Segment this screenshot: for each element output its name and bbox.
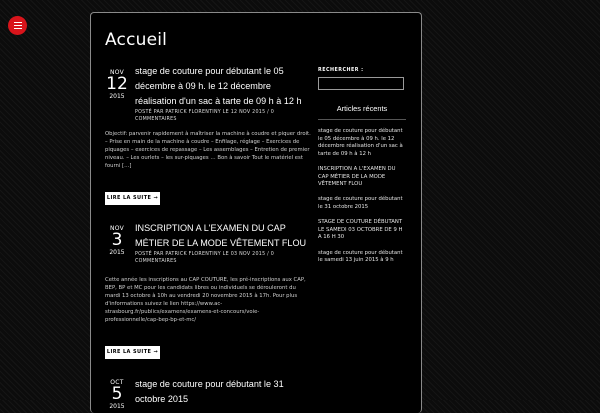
post-date-day: 5	[111, 384, 123, 404]
menu-button[interactable]	[8, 16, 27, 35]
page-title: Accueil	[105, 30, 168, 50]
recent-post-link[interactable]: stage de couture pour débutant le 31 octobre 2015	[318, 196, 403, 210]
post-date	[103, 379, 131, 410]
post-date-day: 12	[106, 74, 128, 94]
recent-posts-list	[318, 128, 406, 265]
post-excerpt: Cette année les inscriptions au CAP COUTURE, les pré-inscriptions aux CAP, BEP, BP et MC pour les candidats libres ou individuels se dérouleront du mardi 13 octobre à 10h au vendredi 20 novembre 2015 à 17h. Pour plus d'informations suivez le lien https://www.ac-strasbourg.fr/publics/examens/examens-et-concours/voie-professionnelle/cap-bep-bp-et-mc/	[105, 277, 306, 323]
sidebar	[318, 68, 406, 272]
search-label: RECHERCHER :	[318, 68, 364, 73]
post-meta: POSTÉ PAR PATRICK FLORENTINY LE 03 NOV 2015 / 0 COMMENTAIRES	[135, 252, 275, 264]
recent-post-link[interactable]: stage de couture pour débutant le samedi 13 juin 2015 à 9 h	[318, 249, 403, 264]
post-date-year: 2015	[109, 403, 125, 410]
post-date-year: 2015	[109, 93, 125, 100]
read-more-button[interactable]: LIRE LA SUITE →	[105, 346, 160, 359]
post-date-month: OCT	[110, 379, 124, 386]
post-date-month: NOV	[109, 225, 125, 232]
post-excerpt: Objectif: parvenir rapidement à maîtriser la machine à coudre et piquer droit. – Prise en main de la machine à coudre – Enfilage, réglage – Exercices de piquages – exercices de repassage – Les assemblages – Entretien de premier niveau. – Les ourlets – les sur-piquages … Bon à savoir Tout le matériel est fourni […]	[105, 131, 311, 169]
search-input[interactable]	[318, 77, 404, 90]
post-date	[103, 225, 131, 256]
post-date-day: 3	[111, 230, 123, 250]
post-date	[103, 69, 131, 100]
recent-posts-title: Articles récents	[336, 104, 388, 113]
hamburger-icon	[14, 22, 22, 23]
read-more-button[interactable]: LIRE LA SUITE →	[105, 192, 160, 205]
recent-post-link[interactable]: STAGE DE COUTURE DÉBUTANT LE SAMEDI 03 OCTOBRE DE 9 H A 16 H 30	[318, 219, 403, 241]
post-meta: POSTÉ PAR PATRICK FLORENTINY LE 12 NOV 2015 / 0 COMMENTAIRES	[135, 110, 275, 122]
divider	[318, 119, 406, 120]
recent-post-link[interactable]: INSCRIPTION A L'EXAMEN DU CAP MÉTIER DE LA MODE VÊTEMENT FLOU	[318, 165, 396, 188]
post-title[interactable]: stage de couture pour débutant le 05 décembre à 09 h. le 12 décembre réalisation d'un sac à tarte de 09 h à 12 h	[135, 66, 302, 106]
post-title[interactable]: INSCRIPTION A L'EXAMEN DU CAP MÉTIER DE LA MODE VÊTEMENT FLOU	[135, 223, 307, 248]
post-date-month: NOV	[109, 69, 125, 76]
post-date-year: 2015	[109, 249, 125, 256]
post-title[interactable]: stage de couture pour débutant le 31 octobre 2015	[135, 379, 284, 404]
recent-post-link[interactable]: stage de couture pour débutant le 05 décembre à 09 h. le 12 décembre réalisation d'un sac à tarte de 09 h à 12 h	[318, 128, 403, 157]
